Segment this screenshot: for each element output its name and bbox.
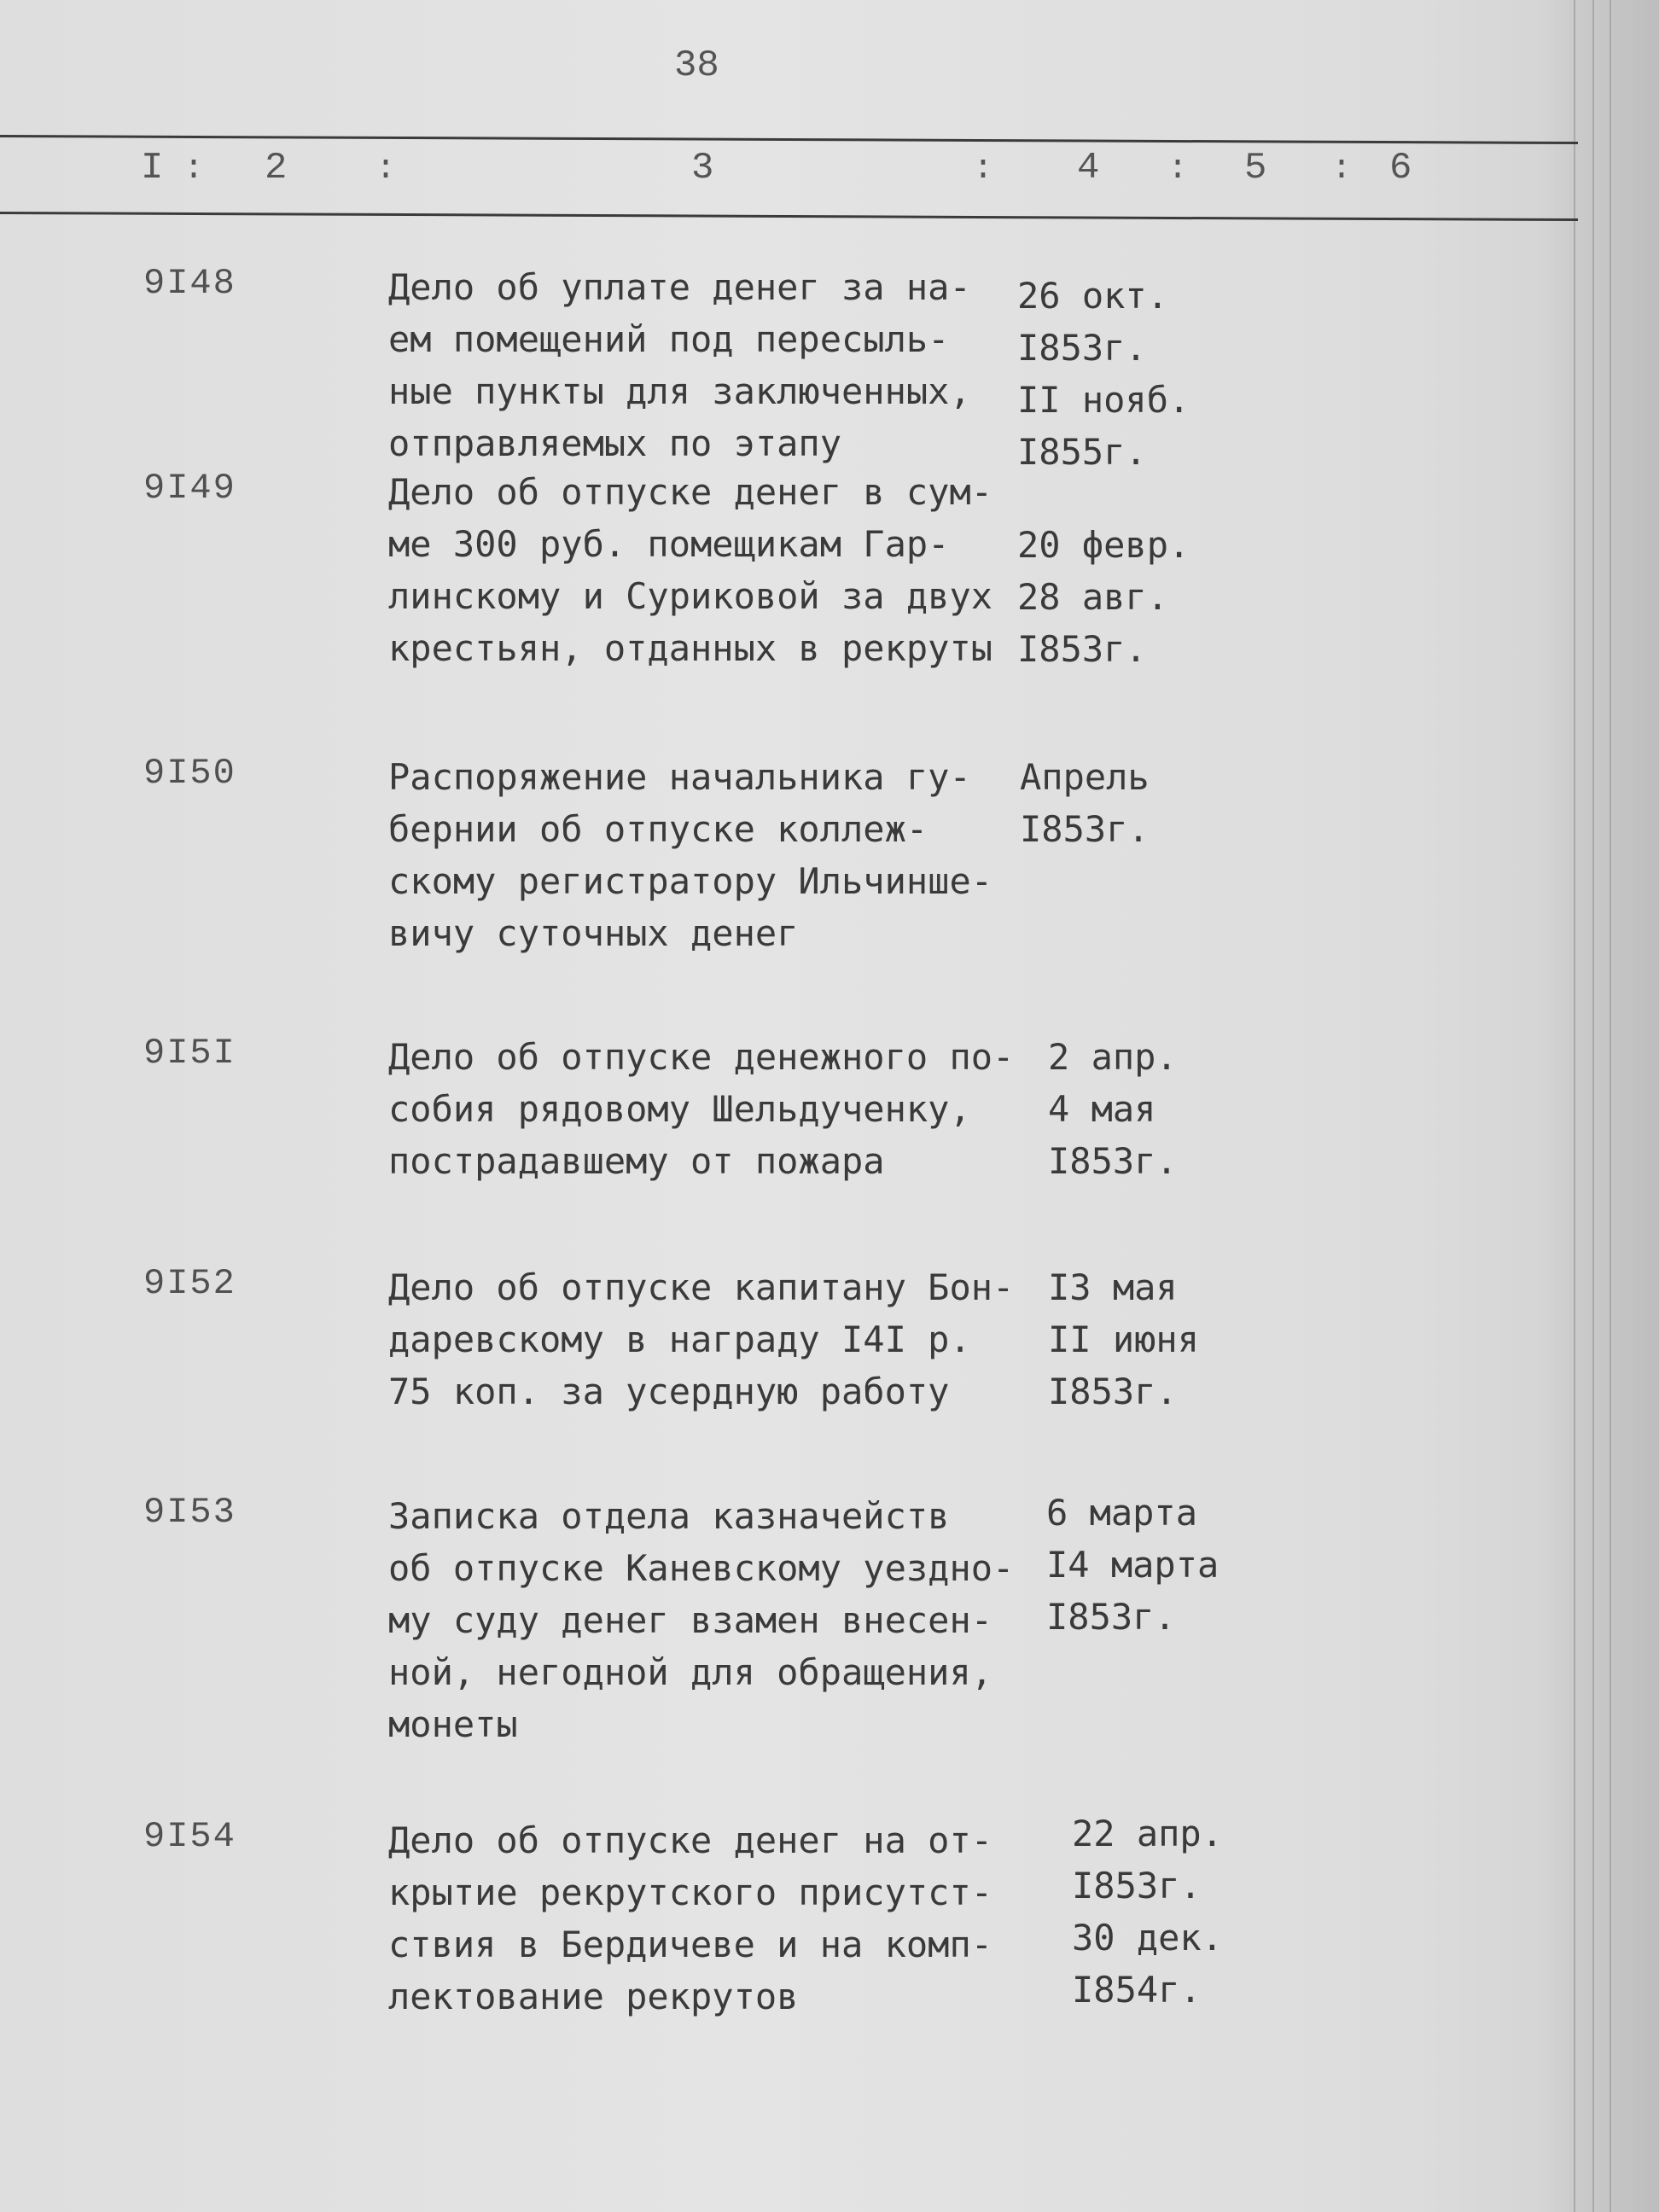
entry-description: Дело об отпуске денег на от- крытие рекрутского присутст- ствия в Бердичеве и на комп- лектование рекрутов	[388, 1819, 993, 2017]
entry-number: 9I54	[143, 1816, 236, 1857]
entry-dates: 26 окт. I853г. II нояб. I855г.	[1017, 275, 1190, 473]
page-stack-edge	[1540, 0, 1659, 2212]
column-header-1: I	[141, 147, 164, 189]
entry-dates: Апрель I853г.	[1020, 756, 1150, 850]
entry-dates: 20 февр. 28 авг. I853г.	[1017, 524, 1190, 670]
header-rule-top	[0, 135, 1578, 144]
column-header-5: 5	[1244, 147, 1267, 189]
entry-number: 9I53	[143, 1492, 236, 1533]
column-header-4: 4	[1077, 147, 1100, 189]
entry-dates: I3 мая II июня I853г.	[1048, 1266, 1200, 1412]
column-separator: :	[375, 150, 397, 189]
header-rule-bottom	[0, 212, 1578, 221]
column-header-6: 6	[1389, 147, 1412, 189]
entry-number: 9I50	[143, 753, 236, 794]
entry-description: Распоряжение начальника гу- бернии об отпуске коллеж- скому регистратору Ильчинше- вичу суточных денег	[388, 756, 993, 954]
entry-description: Дело об отпуске денежного по- собия рядовому Шельдученку, пострадавшему от пожара	[388, 1036, 1015, 1182]
entry-number: 9I49	[143, 468, 236, 509]
entry-description: Дело об уплате денег за на- ем помещений под пересыль- ные пункты для заключенных, отправляемых по этапу	[388, 266, 971, 464]
entry-description: Дело об отпуске денег в сум- ме 300 руб. помещикам Гар- линскому и Суриковой за двух крестьян, отданных в рекруты	[388, 471, 993, 669]
column-header-2: 2	[265, 147, 288, 189]
page-edge-line	[1610, 0, 1611, 2212]
column-header-3: 3	[691, 147, 714, 189]
page-edge-line	[1592, 0, 1594, 2212]
entry-dates: 22 апр. I853г. 30 дек. I854г.	[1072, 1813, 1224, 2011]
entry-dates: 6 марта I4 марта I853г.	[1046, 1492, 1220, 1638]
column-separator: :	[1167, 150, 1189, 189]
entry-description: Дело об отпуске капитану Бон- даревскому в награду I4I р. 75 коп. за усердную работу	[388, 1266, 1015, 1412]
entry-dates: 2 апр. 4 мая I853г.	[1048, 1036, 1178, 1182]
page-number: 38	[674, 44, 719, 87]
entry-number: 9I5I	[143, 1033, 236, 1074]
column-separator: :	[183, 150, 205, 189]
entry-number: 9I48	[143, 263, 236, 304]
page-edge-line	[1574, 0, 1575, 2212]
entry-description: Записка отдела казначейств об отпуске Каневскому уездно- му суду денег взамен внесен- ной, негодной для обращения, монеты	[388, 1495, 1015, 1745]
column-separator: :	[973, 150, 994, 189]
entry-number: 9I52	[143, 1263, 236, 1304]
column-separator: :	[1331, 150, 1353, 189]
